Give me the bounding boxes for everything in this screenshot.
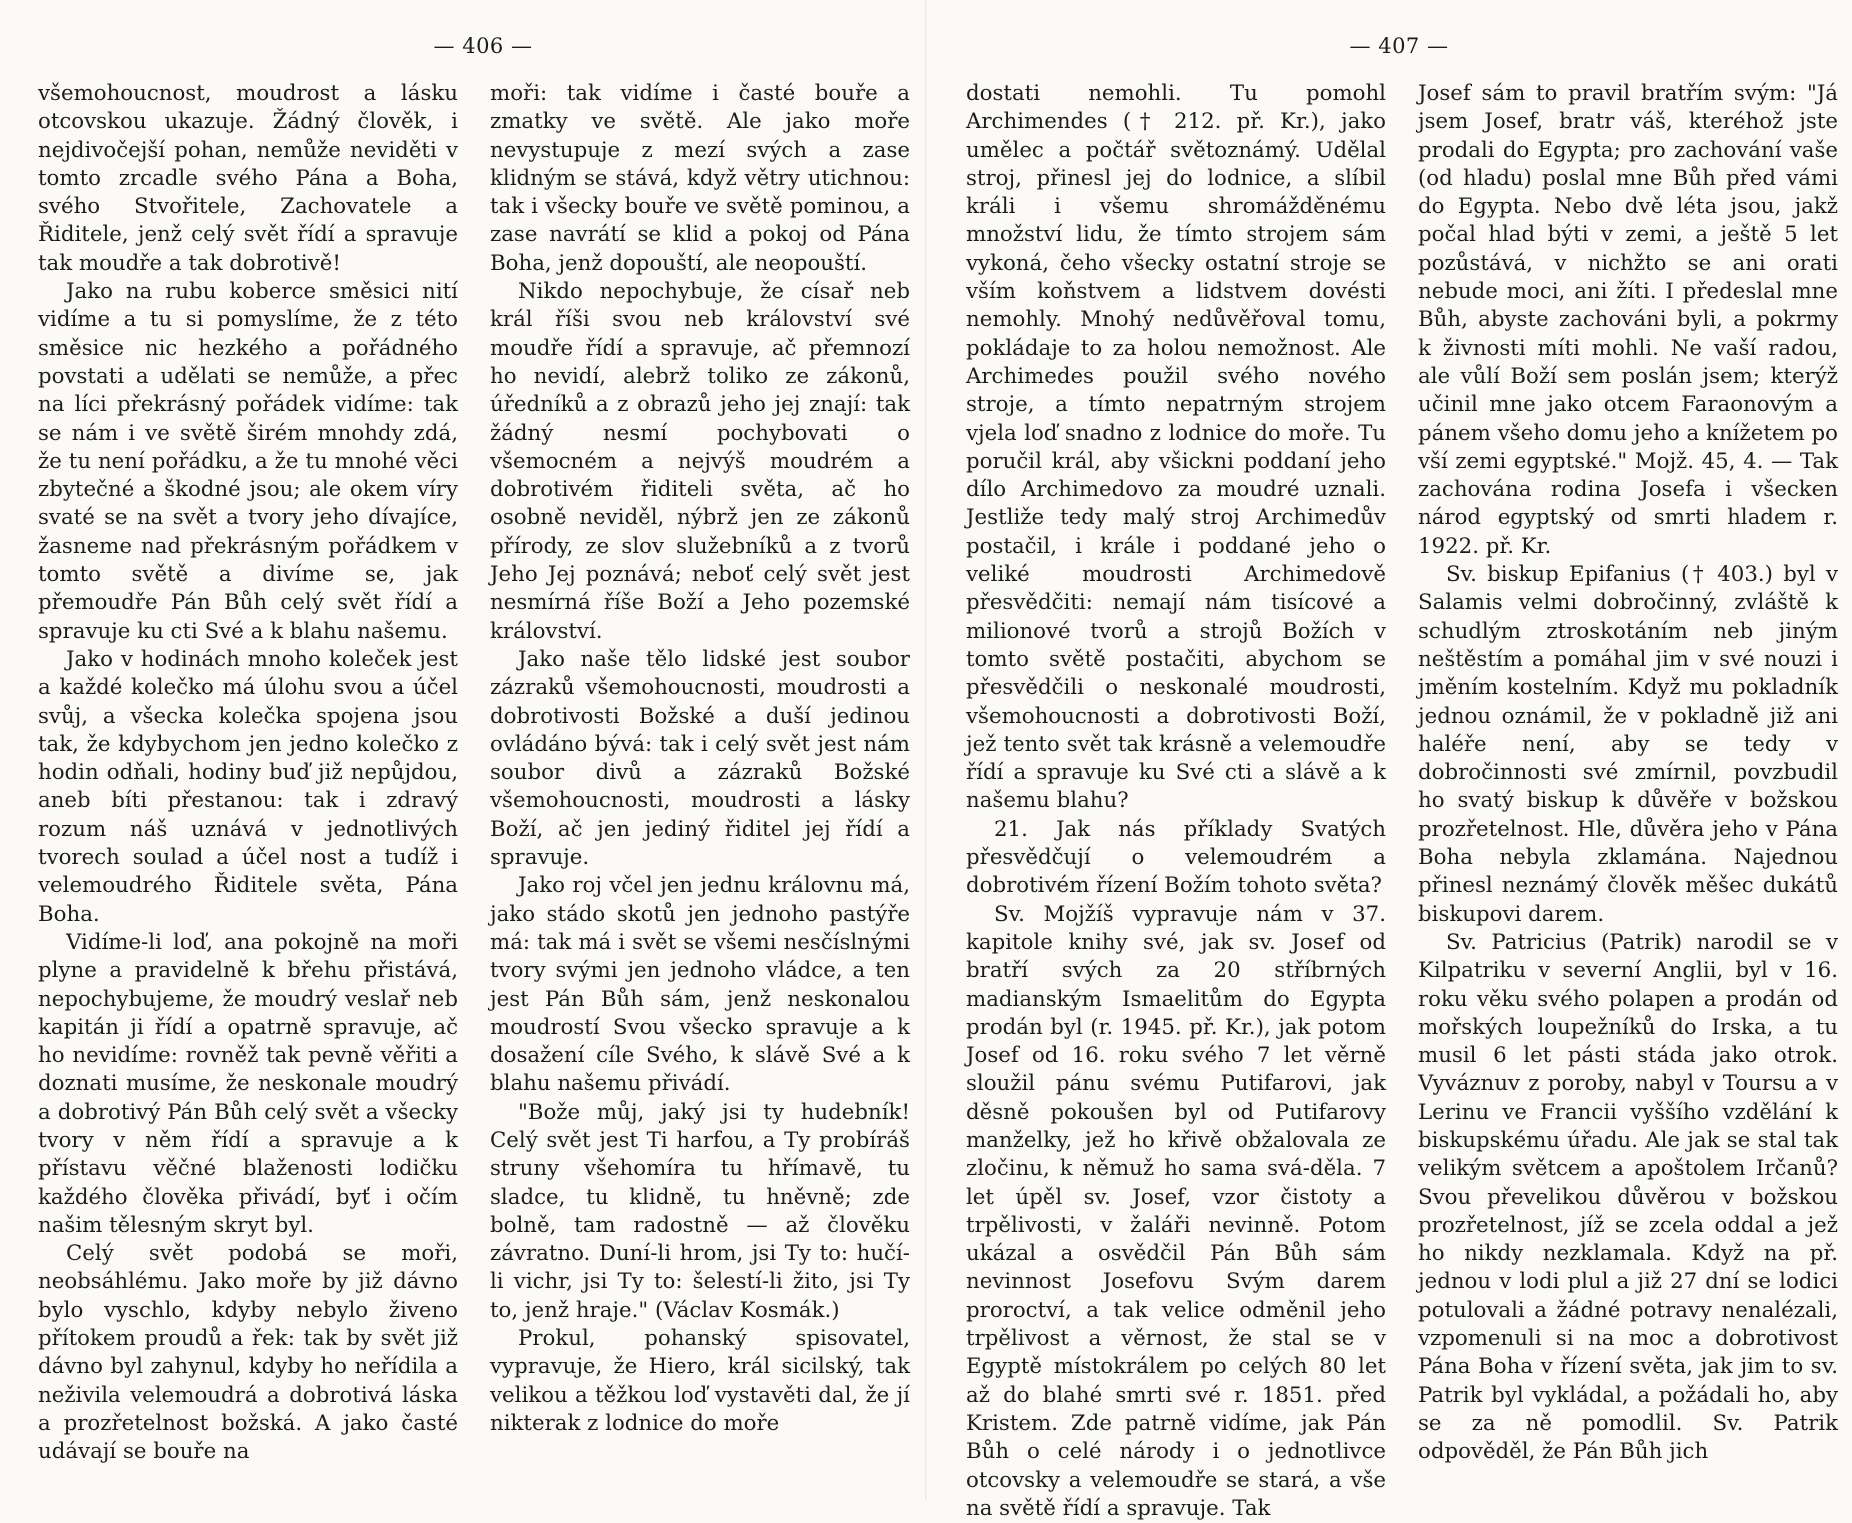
paragraph: Vidíme-li loď, ana pokojně na moři plyne a pravidelně k břehu přistává, nepochybujeme, že moudrý veslař neb kapitán ji řídí a opatrně spravuje, ač ho nevidíme: rovněž tak pevně věřiti a doznati musíme, že neskonale moudrý a dobrotivý Pán Bůh celý svět a všecky tvory v něm řídí a spravuje a k přístavu věčné blaženosti lodičku každého člověka přivádí, byť i očím našim tělesným skryt byl.	[38, 929, 458, 1238]
page-number: — 407 —	[1349, 34, 1449, 58]
question-heading: 21. Jak nás příklady Svatých přesvědčují o velemoudrém a dobrotivém řízení Božím tohoto světa?	[966, 816, 1386, 899]
text-column-left	[966, 80, 1386, 1523]
paragraph: Sv. biskup Epifanius († 403.) byl v Salamis velmi dobročinný, zvláště k schudlým ztroskotáním neb jiným neštěstím a pomáhal jim v své nouzi i jměním kostelním. Když mu pokladník jednou oznámil, že v pokladně již ani haléře není, aby se tedy v dobročinnosti své zmírnil, povzbudil ho svatý biskup k důvěře v božskou prozřetelnost. Hle, důvěra jeho v Pána Boha nebyla zklamána. Najednou přinesl neznámý člověk měšec dukátů biskupovi darem.	[1418, 562, 1838, 927]
paragraph: dostati nemohli. Tu pomohl Archimendes († 212. př. Kr.), jako umělec a počtář světoznámý. Udělal stroj, přinesl jej do lodnice, a slíbil králi i všemu shromážděnému množství lidu, že tímto strojem sám vykoná, čeho všecky ostatní stroje se vším koňstvem a lidstvem dovésti nemohly. Mnohý nedůvěřoval tomu, pokládaje to za holou nemožnost. Ale Archimedes použil svého nového stroje, a tímto nepatrným strojem vjela loď snadno z lodnice do moře. Tu poručil král, aby všickni poddaní jeho dílo Archimedovo za moudré uznali. Jestliže tedy malý stroj Archimedův postačil, i krále i poddané jeho o veliké moudrosti Archimedově přesvědčiti: nemají nám tisícové a milionové tvorů a strojů Božích v tomto světě postačiti, abychom se přesvědčili o neskonalé moudrosti, všemohoucnosti a dobrotivosti Boží, jež tento svět tak krásně a velemoudře řídí a spravuje ku Své cti a slávě a k našemu blahu?	[966, 81, 1386, 814]
paragraph: moři: tak vidíme i časté bouře a zmatky ve světě. Ale jako moře nevystupuje z mezí svých a zase klidným se stává, když větry utichnou: tak i všecky bouře ve světě pominou, a zase navrátí se klid a pokoj od Pána Boha, jenž dopouští, ale neopouští.	[490, 81, 910, 276]
paragraph: Jako naše tělo lidské jest soubor zázraků všemohoucnosti, moudrosti a dobrotivosti Božské a duší jedinou ovládáno bývá: tak i celý svět jest nám soubor divů a zázraků Božské všemohoucnosti, moudrosti a lásky Boží, ač jen jediný řiditel jej řídí a spravuje.	[490, 646, 910, 871]
paragraph: Prokul, pohanský spisovatel, vypravuje, že Hiero, král sicilský, tak velikou a těžkou loď vystavěti dal, že jí nikterak z lodnice do moře	[490, 1326, 910, 1436]
paragraph: Josef sám to pravil bratřím svým: "Já jsem Josef, bratr váš, kteréhož jste prodali do Egypta; pro zachování vaše (od hladu) poslal mne Bůh před vámi do Egypta. Nebo dvě léta jsou, jakž počal hlad býti v zemi, a ještě 5 let pozůstává, v nichžto se ani orati nebude moci, ani žíti. I předeslal mne Bůh, abyste zachováni byli, a pokrmy k živnosti míti mohli. Ne vaší radou, ale vůlí Boží sem poslán jsem; kterýž učinil mne jako otcem Faraonovým a pánem všeho domu jeho a knížetem po vší zemi egyptské." Mojž. 45, 4. — Tak zachována rodina Josefa i všecken národ egyptský od smrti hladem r. 1922. př. Kr.	[1418, 81, 1838, 559]
quote-paragraph: "Bože můj, jaký jsi ty hudebník! Celý svět jest Ti harfou, a Ty probíráš struny všehomíra tu hřímavě, tu sladce, tu klidně, tu hněvně; zde bolně, tam radostně — až člověku závratno. Duní-li hrom, jsi Ty to: hučí-li vichr, jsi Ty to: šelestí-li žito, jsi Ty to, jenž hraje." (Václav Kosmák.)	[490, 1099, 910, 1323]
page-406	[0, 0, 926, 1500]
page-407	[926, 0, 1852, 1521]
paragraph: Jako na rubu koberce směsici nití vidíme a tu si pomyslíme, že z této směsice nic hezkého a pořádného povstati a udělati se nemůže, a přec na líci překrásný pořádek vidíme: tak se nám i ve světě širém mnohdy zdá, že tu není pořádku, a že tu mnohé věci zbytečné a škodné jsou; ale okem víry svaté se na svět a tvory jeho dívajíce, žasneme nad překrásným pořádkem v tomto světě a divíme se, jak přemoudře Pán Bůh celý svět řídí a spravuje ku cti Své a k blahu našemu.	[38, 279, 458, 644]
paragraph: všemohoucnost, moudrost a lásku otcovskou ukazuje. Žádný člověk, i nejdivočejší pohan, nemůže neviděti v tomto zrcadle svého Pána a Boha, svého Stvořitele, Zachovatele a Řiditele, jenž celý svět řídí a spravuje tak moudře a tak dobrotivě!	[38, 81, 458, 276]
paragraph: Celý svět podobá se moři, neobsáhlému. Jako moře by již dávno bylo vyschlo, kdyby nebylo živeno přítokem proudů a řek: tak by svět již dávno byl zahynul, kdyby ho neřídila a neživila velemoudrá a dobrotivá láska a prozřetelnost božská. A jako časté udávají se bouře na	[38, 1241, 458, 1465]
page-number: — 406 —	[433, 34, 533, 58]
paragraph: Sv. Patricius (Patrik) narodil se v Kilpatriku v severní Anglii, byl v 16. roku věku svého polapen a prodán od mořských loupežníků do Irska, a tu musil 6 let pásti stáda jako otrok. Vyváznuv z poroby, nabyl v Toursu a v Lerinu ve Francii vyššího vzdělání k biskupskému úřadu. Ale jak se stal tak velikým světcem a apoštolem Irčanů? Svou převelikou důvěrou v božskou prozřetelnost, jíž se zcela oddal a jež ho nikdy nezklamala. Když na př. jednou v lodi plul a již 27 dní se lodici potulovali a žádné potravy nenalézali, vzpomenuli si na moc a dobrotivost Pána Boha v řízení světa, jak jim to sv. Patrik byl vykládal, a požádali ho, aby se za ně pomodlil. Sv. Patrik odpověděl, že Pán Bůh jich	[1418, 929, 1838, 1465]
text-column-right	[490, 80, 910, 1438]
text-column-left	[38, 80, 458, 1467]
paragraph: Jako v hodinách mnoho koleček jest a každé kolečko má úlohu svou a účel svůj, a všecka kolečka spojena jsou tak, že kdybychom jen jedno kolečko z hodin odňali, hodiny buď již nepůjdou, aneb bíti přestanou: tak i zdravý rozum náš uznává v jednotlivých tvorech soulad a účel nost a tudíž i velemoudrého Řiditele světa, Pána Boha.	[38, 646, 458, 927]
paragraph: Jako roj včel jen jednu královnu má, jako stádo skotů jen jednoho pastýře má: tak má i svět se všemi nesčíslnými tvory svými jen jednoho vládce, a ten jest Pán Bůh sám, jenž neskonalou moudrostí Svou všecko spravuje a k dosažení cíle Svého, k slávě Své a k blahu našemu přivádí.	[490, 873, 910, 1097]
text-column-right	[1418, 80, 1838, 1467]
paragraph: Sv. Mojžíš vypravuje nám v 37. kapitole knihy své, jak sv. Josef od bratří svých za 20 stříbrných madianským Ismaelitům do Egypta prodán byl (r. 1945. př. Kr.), jak potom Josef od 16. roku svého 7 let věrně sloužil pánu svému Putifarovi, jak děsně pokoušen byl od Putifarovy manželky, jež ho křivě obžalovala ze zločinu, k němuž ho sama svá-děla. 7 let úpěl sv. Josef, vzor čistoty a trpělivosti, v žaláři nevinně. Potom ukázal a osvědčil Pán Bůh sám nevinnost Josefovu Svým darem proroctví, a tak velice odměnil jeho trpělivost a věrnost, že stal se v Egyptě místokrálem po celých 80 let až do blahé smrti své r. 1851. před Kristem. Zde patrně vidíme, jak Pán Bůh o celé národy i o jednotlivce otcovsky a velemoudře se stará, a vše na světě řídí a spravuje. Tak	[966, 901, 1386, 1521]
paragraph: Nikdo nepochybuje, že císař neb král říši svou neb království své moudře řídí a spravuje, ač přemnozí ho nevidí, alebrž toliko ze zákonů, úředníků a z obrazů jeho jej znají: tak žádný nesmí pochybovati o všemocném a nejvýš moudrém a dobrotivém řiditeli světa, ač ho osobně neviděl, nýbrž jen ze zákonů přírody, ze slov služebníků a z tvorů Jeho Jej poznává; neboť celý svět jest nesmírná říše Boží a Jeho pozemské království.	[490, 279, 910, 644]
